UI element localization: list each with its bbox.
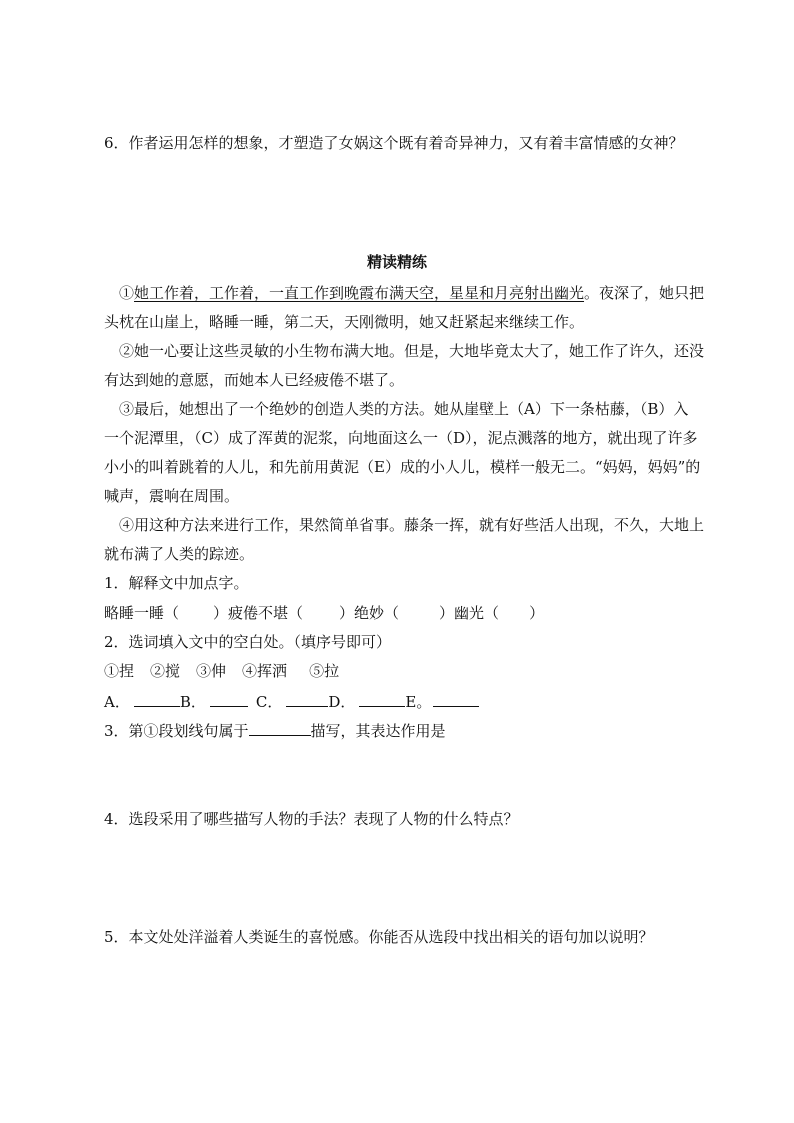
q1-item-5: ） bbox=[529, 604, 545, 622]
question-2-options bbox=[104, 660, 724, 682]
question-1-prompt: 1．解释文中加点字。 bbox=[104, 574, 249, 592]
paragraph-2-line-2: 有达到她的意愿，而她本人已经疲倦不堪了。 bbox=[104, 371, 405, 389]
question-3 bbox=[104, 719, 724, 742]
blank-label-b: B． bbox=[179, 693, 206, 711]
question-6-previous: 6．作者运用怎样的想象，才塑造了女娲这个既有着奇异神力，又有着丰富情感的女神？ bbox=[104, 134, 684, 152]
question-2-prompt: 2．选词填入文中的空白处。（填序号即可） bbox=[104, 633, 392, 651]
paragraph-3-line-3: 小小的叫着跳着的人儿，和先前用黄泥（E）成的小人儿，模样一般无二。“妈妈，妈妈”的 bbox=[104, 458, 701, 476]
blank-b[interactable] bbox=[210, 690, 248, 707]
option-4: ④挥洒 bbox=[242, 662, 288, 680]
question-4: 4．选段采用了哪些描写人物的手法？表现了人物的什么特点？ bbox=[104, 810, 519, 828]
q3-prefix: 3．第①段划线句属于 bbox=[104, 722, 249, 740]
q1-item-3: ）绝妙（ bbox=[339, 604, 400, 622]
paragraph-1-line-2: 头枕在山崖上，略睡一睡，第二天，天刚微明，她又赶紧起来继续工作。 bbox=[104, 313, 585, 331]
blank-label-e: E。 bbox=[405, 693, 432, 711]
paragraph-1-text: 。夜深了，她只把 bbox=[584, 284, 705, 302]
paragraph-4-line-2: 就布满了人类的踪迹。 bbox=[104, 545, 255, 563]
paragraph-number: ① bbox=[119, 284, 135, 302]
paragraph-3-line-2: 一个泥潭里，（C）成了浑黄的泥浆，向地面这么一（D），泥点溅落的地方，就出现了许多 bbox=[104, 429, 698, 447]
blank-label-d: D． bbox=[328, 693, 356, 711]
blank-label-c: C． bbox=[255, 693, 283, 711]
blank-a[interactable] bbox=[134, 690, 180, 707]
question-2-blanks bbox=[104, 690, 724, 713]
underlined-sentence: 她工作着，工作着，一直工作到晚霞布满天空，星星和月亮射出幽光 bbox=[134, 284, 585, 302]
blank-label-a: A． bbox=[104, 693, 130, 711]
section-title: 精读精练 bbox=[366, 253, 427, 271]
q1-item-2: ）疲倦不堪（ bbox=[213, 604, 304, 622]
question-1-items bbox=[104, 602, 724, 624]
q3-blank[interactable] bbox=[249, 719, 311, 736]
option-5: ⑤拉 bbox=[309, 662, 340, 680]
paragraph-3-line-4: 喊声，震响在周围。 bbox=[104, 487, 240, 505]
paragraph-3-line-1 bbox=[104, 398, 724, 420]
q1-item-4: ）幽光（ bbox=[439, 604, 500, 622]
q3-suffix: 描写，其表达作用是 bbox=[310, 722, 446, 740]
paragraph-4-line-1 bbox=[104, 514, 724, 536]
option-1: ①捏 bbox=[104, 662, 135, 680]
question-5: 5．本文处处洋溢着人类诞生的喜悦感。你能否从选段中找出相关的语句加以说明？ bbox=[104, 928, 654, 946]
option-2: ②搅 bbox=[150, 662, 181, 680]
blank-c[interactable] bbox=[286, 690, 328, 707]
paragraph-2-line-1 bbox=[104, 340, 724, 362]
paragraph-3-text: ③最后，她想出了一个绝妙的创造人类的方法。她从崖壁上（A）下一条枯藤，（B）入 bbox=[119, 400, 689, 418]
paragraph-1-line-1 bbox=[104, 282, 724, 304]
q1-item-1: 略睡一睡（ bbox=[104, 604, 180, 622]
paragraph-2-text: ②她一心要让这些灵敏的小生物布满大地。但是，大地毕竟太大了，她工作了许久，还没 bbox=[119, 342, 705, 360]
blank-e[interactable] bbox=[433, 690, 479, 707]
option-3: ③伸 bbox=[196, 662, 227, 680]
paragraph-4-text: ④用这种方法来进行工作，果然简单省事。藤条一挥，就有好些活人出现，不久，大地上 bbox=[119, 516, 705, 534]
blank-d[interactable] bbox=[359, 690, 405, 707]
